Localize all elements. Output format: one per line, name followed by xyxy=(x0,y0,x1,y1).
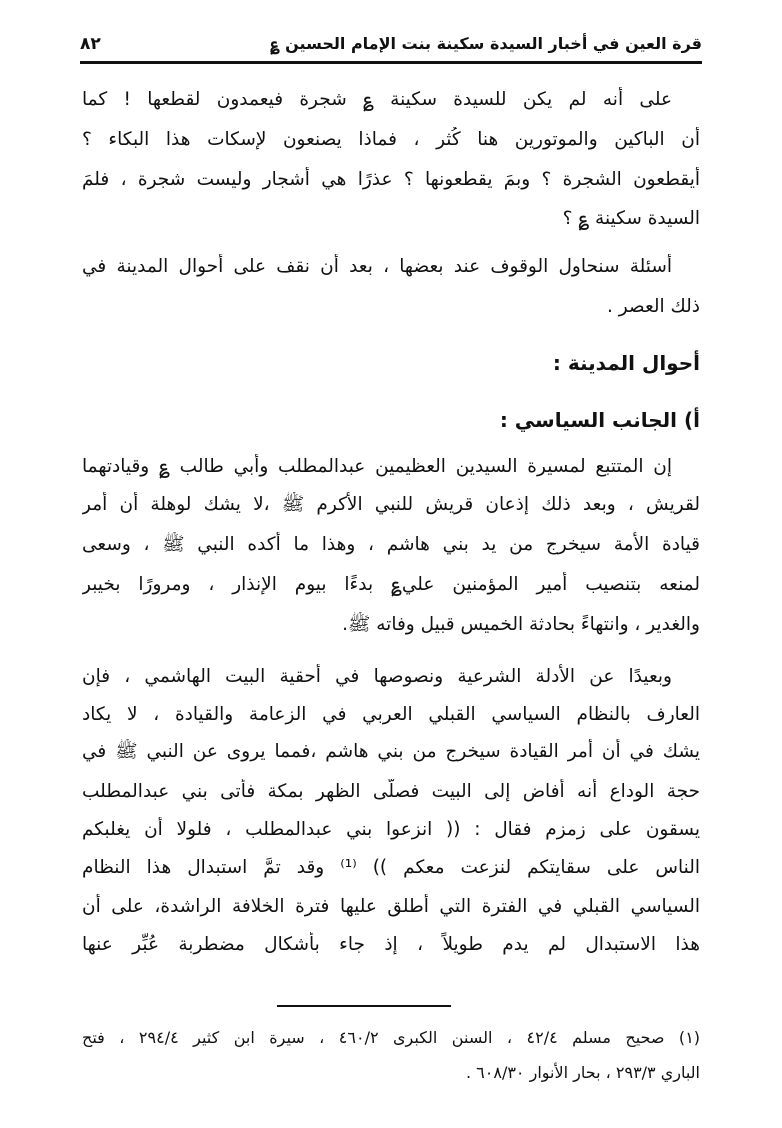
header-rule xyxy=(80,61,702,64)
text-line: على أنه لم يكن للسيدة سكينة ؏ شجرة فيعمدون لقطعها ! كما xyxy=(82,89,672,110)
text-line: هذا الاستبدال لم يدم طويلاً ، إذ جاء بأشكال مضطربة عُبِّر عنها xyxy=(82,934,700,955)
footnote-rule xyxy=(277,1005,451,1007)
text-line: أيقطعون الشجرة ؟ وبمَ يقطعونها ؟ عذرًا هي أشجار وليست شجرة ، فلمَ xyxy=(82,169,700,190)
footnote-line: الباري ٢٩٣/٣ ، بحار الأنوار ٦٠٨/٣٠ . xyxy=(465,1063,700,1082)
subsection-heading: أ) الجانب السياسي : xyxy=(499,408,700,432)
text-line: يسقون على زمزم فقال : (( انزعوا بني عبدالمطلب ، فلولا أن يغلبكم xyxy=(82,819,700,840)
text-line: ذلك العصر . xyxy=(606,296,700,317)
text-line: قيادة الأمة سيخرج من يد بني هاشم ، وهذا ما أكده النبي ﷺ ، وسعى xyxy=(82,534,700,555)
text-line: يشك في أن أمر القيادة سيخرج من بني هاشم ،فمما يروى عن النبي ﷺ في xyxy=(82,741,700,762)
text-line: لقريش ، وبعد ذلك إذعان قريش للنبي الأكرم ﷺ ،لا يشك لوهلة أن أمر xyxy=(82,494,700,515)
section-heading: أحوال المدينة : xyxy=(552,351,700,375)
text-line: أسئلة سنحاول الوقوف عند بعضها ، بعد أن نقف على أحوال المدينة في xyxy=(82,256,672,277)
text-line: العارف بالنظام السياسي القبلي العربي في الزعامة والقيادة ، لا يكاد xyxy=(82,704,700,725)
page-number: ٨٢ xyxy=(80,34,101,54)
text-line: والغدير ، وانتهاءً بحادثة الخميس قبيل وفاته ﷺ. xyxy=(342,614,700,635)
text-line: إن المتتبع لمسيرة السيدين العظيمين عبدالمطلب وأبي طالب ؏ وقيادتهما xyxy=(82,456,672,477)
footnote-line: (١) صحيح مسلم ٤٢/٤ ، السنن الكبرى ٤٦٠/٢ ، سيرة ابن كثير ٢٩٤/٤ ، فتح xyxy=(82,1028,700,1047)
text-line: وبعيدًا عن الأدلة الشرعية ونصوصها في أحقية البيت الهاشمي ، فإن xyxy=(82,666,672,687)
text-line: الناس على سقايتكم لنزعت معكم )) ⁽¹⁾ وقد تمَّ استبدال هذا النظام xyxy=(82,857,700,878)
running-header xyxy=(80,30,702,60)
book-title: قرة العين في أخبار السيدة سكينة بنت الإمام الحسين ؏ xyxy=(270,34,702,53)
text-line: لمنعه بتنصيب أمير المؤمنين علي؏ بدءًا بيوم الإنذار ، ومرورًا بخيبر xyxy=(82,574,700,595)
text-line: السياسي القبلي في الفترة التي أُطلق عليها فترة الخلافة الراشدة، على أن xyxy=(82,896,700,917)
text-line: أن الباكين والموتورين هنا كُثر ، فماذا يصنعون لإسكات هذا البكاء ؟ xyxy=(82,129,700,150)
text-line: حجة الوداع أنه أفاض إلى البيت فصلَّى الظهر بمكة فأتى بني عبدالمطلب xyxy=(82,781,700,802)
text-line: السيدة سكينة ؏ ؟ xyxy=(562,208,700,229)
